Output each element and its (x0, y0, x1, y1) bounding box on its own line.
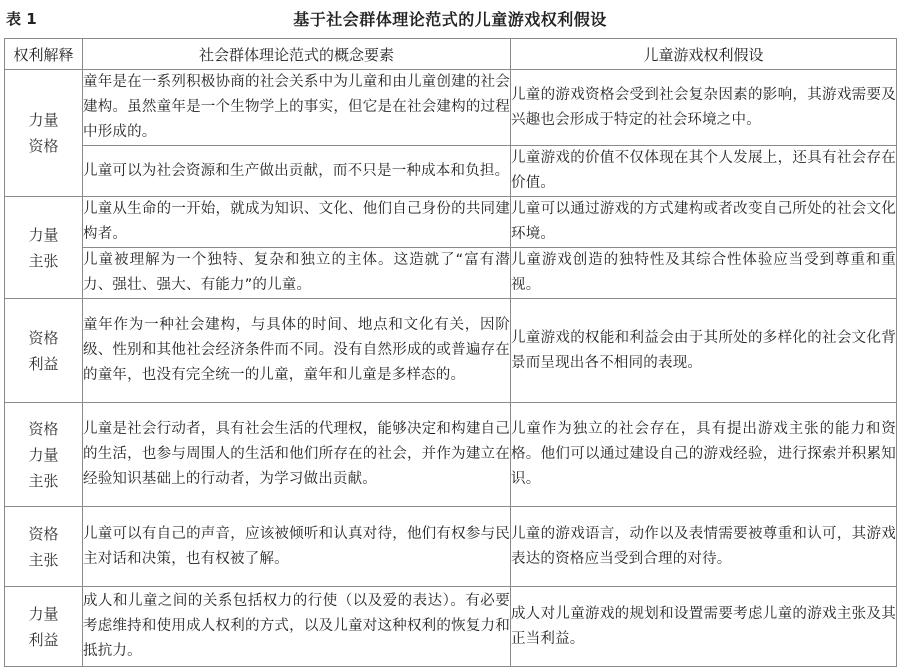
concept-cell: 成人和儿童之间的关系包括权力的行使（以及爱的表达）。有必要考虑维持和使用成人权利的方式，以及儿童对这种权利的恢复力和抵抗力。 (83, 587, 511, 667)
rights-table (4, 38, 897, 667)
hypothesis-cell: 儿童的游戏资格会受到社会复杂因素的影响，其游戏需要及兴趣也会形成于特定的社会环境之中。 (511, 70, 897, 146)
rights-label: 力量 资格 (5, 70, 83, 197)
table-row (5, 587, 897, 667)
header-concept-elements: 社会群体理论范式的概念要素 (83, 39, 511, 70)
hypothesis-cell: 儿童作为独立的社会存在，具有提出游戏主张的能力和资格。他们可以通过建设自己的游戏经验，进行探索并积累知识。 (511, 403, 897, 507)
hypothesis-cell: 儿童可以通过游戏的方式建构或者改变自己所处的社会文化环境。 (511, 197, 897, 248)
table-row (5, 299, 897, 403)
table-caption (0, 0, 900, 36)
header-row (5, 39, 897, 70)
concept-cell: 儿童是社会行动者，具有社会生活的代理权，能够决定和构建自己的生活，也参与周围人的生活和他们所存在的社会，并作为建立在经验知识基础上的行动者，为学习做出贡献。 (83, 403, 511, 507)
table-row (5, 507, 897, 587)
rights-label: 力量 主张 (5, 197, 83, 299)
table-row (5, 146, 897, 197)
hypothesis-cell: 成人对儿童游戏的规划和设置需要考虑儿童的游戏主张及其正当利益。 (511, 587, 897, 667)
rights-label: 力量 利益 (5, 587, 83, 667)
table-row (5, 403, 897, 507)
concept-cell: 儿童可以有自己的声音，应该被倾听和认真对待，他们有权参与民主对话和决策，也有权被了解。 (83, 507, 511, 587)
hypothesis-cell: 儿童的游戏语言，动作以及表情需要被尊重和认可，其游戏表达的资格应当受到合理的对待。 (511, 507, 897, 587)
hypothesis-cell: 儿童游戏的价值不仅体现在其个人发展上，还具有社会存在价值。 (511, 146, 897, 197)
concept-cell: 儿童被理解为一个独特、复杂和独立的主体。这造就了“富有潜力、强壮、强大、有能力”的儿童。 (83, 248, 511, 299)
concept-cell: 儿童从生命的一开始，就成为知识、文化、他们自己身份的共同建构者。 (83, 197, 511, 248)
concept-cell: 童年是在一系列积极协商的社会关系中为儿童和由儿童创建的社会建构。虽然童年是一个生物学上的事实，但它是在社会建构的过程中形成的。 (83, 70, 511, 146)
table-row (5, 248, 897, 299)
concept-cell: 童年作为一种社会建构，与具体的时间、地点和文化有关，因阶级、性别和其他社会经济条件而不同。没有自然形成的或普遍存在的童年，也没有完全统一的儿童，童年和儿童是多样态的。 (83, 299, 511, 403)
table-row (5, 197, 897, 248)
rights-label: 资格 利益 (5, 299, 83, 403)
hypothesis-cell: 儿童游戏的权能和利益会由于其所处的多样化的社会文化背景而呈现出各不相同的表现。 (511, 299, 897, 403)
hypothesis-cell: 儿童游戏创造的独特性及其综合性体验应当受到尊重和重视。 (511, 248, 897, 299)
rights-label: 资格 主张 (5, 507, 83, 587)
concept-cell: 儿童可以为社会资源和生产做出贡献，而不只是一种成本和负担。 (83, 146, 511, 197)
table-title: 基于社会群体理论范式的儿童游戏权利假设 (293, 10, 607, 29)
table-number: 表 1 (6, 10, 37, 28)
rights-label: 资格 力量 主张 (5, 403, 83, 507)
header-rights-interpretation: 权利解释 (5, 39, 83, 70)
table-row (5, 70, 897, 146)
header-play-rights-hypothesis: 儿童游戏权利假设 (511, 39, 897, 70)
